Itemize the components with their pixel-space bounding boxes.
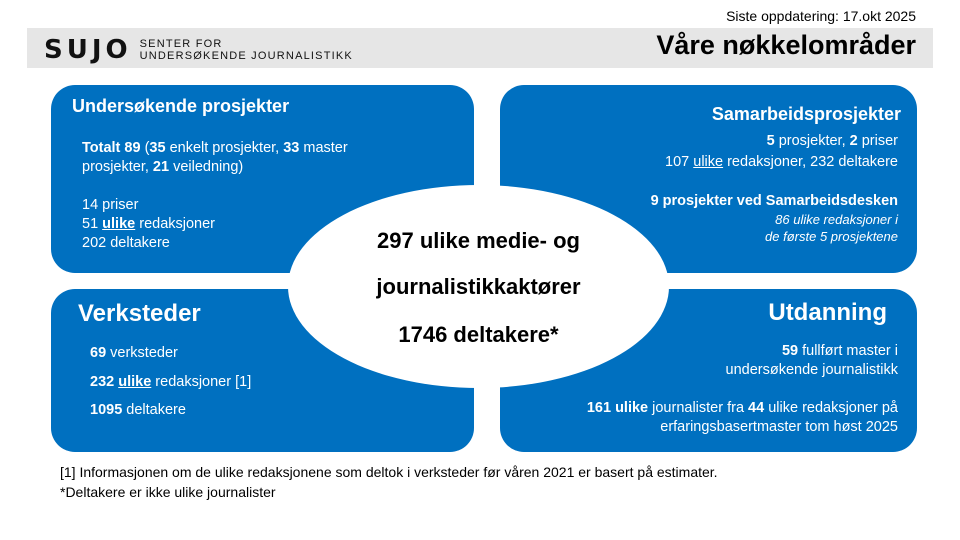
undersokende-prizes: 14 priser xyxy=(82,197,139,213)
center-line-3: 1746 deltakere* xyxy=(398,322,559,347)
center-line-1: 297 ulike medie- og xyxy=(377,228,580,253)
logo-line-1: SENTER FOR xyxy=(139,38,223,50)
samarbeid-desk-note-2: de første 5 prosjektene xyxy=(765,229,898,244)
utdanning-title: Utdanning xyxy=(768,299,887,326)
samarbeid-redaksjoner: 107 ulike redaksjoner, 232 deltakere xyxy=(665,154,898,170)
utdanning-master: 59 fullført master i xyxy=(781,343,898,359)
undersokende-participants: 202 deltakere xyxy=(82,235,170,251)
sujo-logo xyxy=(44,35,353,65)
undersokende-redaksjoner: 51 ulike redaksjoner xyxy=(82,216,216,232)
logo-mark: SUJO xyxy=(44,35,132,65)
center-line-2: journalistikkaktører xyxy=(376,274,581,299)
undersokende-total-line2: prosjekter, 21 veiledning) xyxy=(82,159,244,175)
logo-subtitle xyxy=(140,38,353,62)
utdanning-line2: erfaringsbasertmaster tom høst 2025 xyxy=(660,419,898,435)
samarbeid-title: Samarbeidsprosjekter xyxy=(711,104,901,124)
footnote-2: *Deltakere er ikke ulike journalister xyxy=(60,484,276,500)
footnote-1: [1] Informasjonen om de ulike redaksjonene som deltok i verksteder før våren 2021 er basert på estimater. xyxy=(60,464,718,480)
utdanning-master-line2: undersøkende journalistikk xyxy=(725,362,898,378)
samarbeid-projects: 5 prosjekter, 2 priser xyxy=(766,133,898,149)
verksteder-title: Verksteder xyxy=(78,300,201,327)
page-title: Våre nøkkelområder xyxy=(656,30,916,60)
undersokende-title: Undersøkende prosjekter xyxy=(72,96,290,116)
logo-line-2: UNDERSØKENDE JOURNALISTIKK xyxy=(139,50,353,62)
samarbeid-desk-note-1: 86 ulike redaksjoner i xyxy=(775,212,898,227)
last-updated: Siste oppdatering: 17.okt 2025 xyxy=(726,8,916,24)
verksteder-redaksjoner: 232 ulike redaksjoner [1] xyxy=(90,374,252,390)
utdanning-journalists: 161 ulike journalister fra 44 ulike redaksjoner på xyxy=(586,400,898,416)
samarbeid-desk: 9 prosjekter ved Samarbeidsdesken xyxy=(650,193,898,209)
undersokende-total-line1: Totalt 89 (35 enkelt prosjekter, 33 master xyxy=(82,140,348,156)
verksteder-participants: 1095 deltakere xyxy=(90,402,186,418)
verksteder-count: 69 verksteder xyxy=(90,345,178,361)
